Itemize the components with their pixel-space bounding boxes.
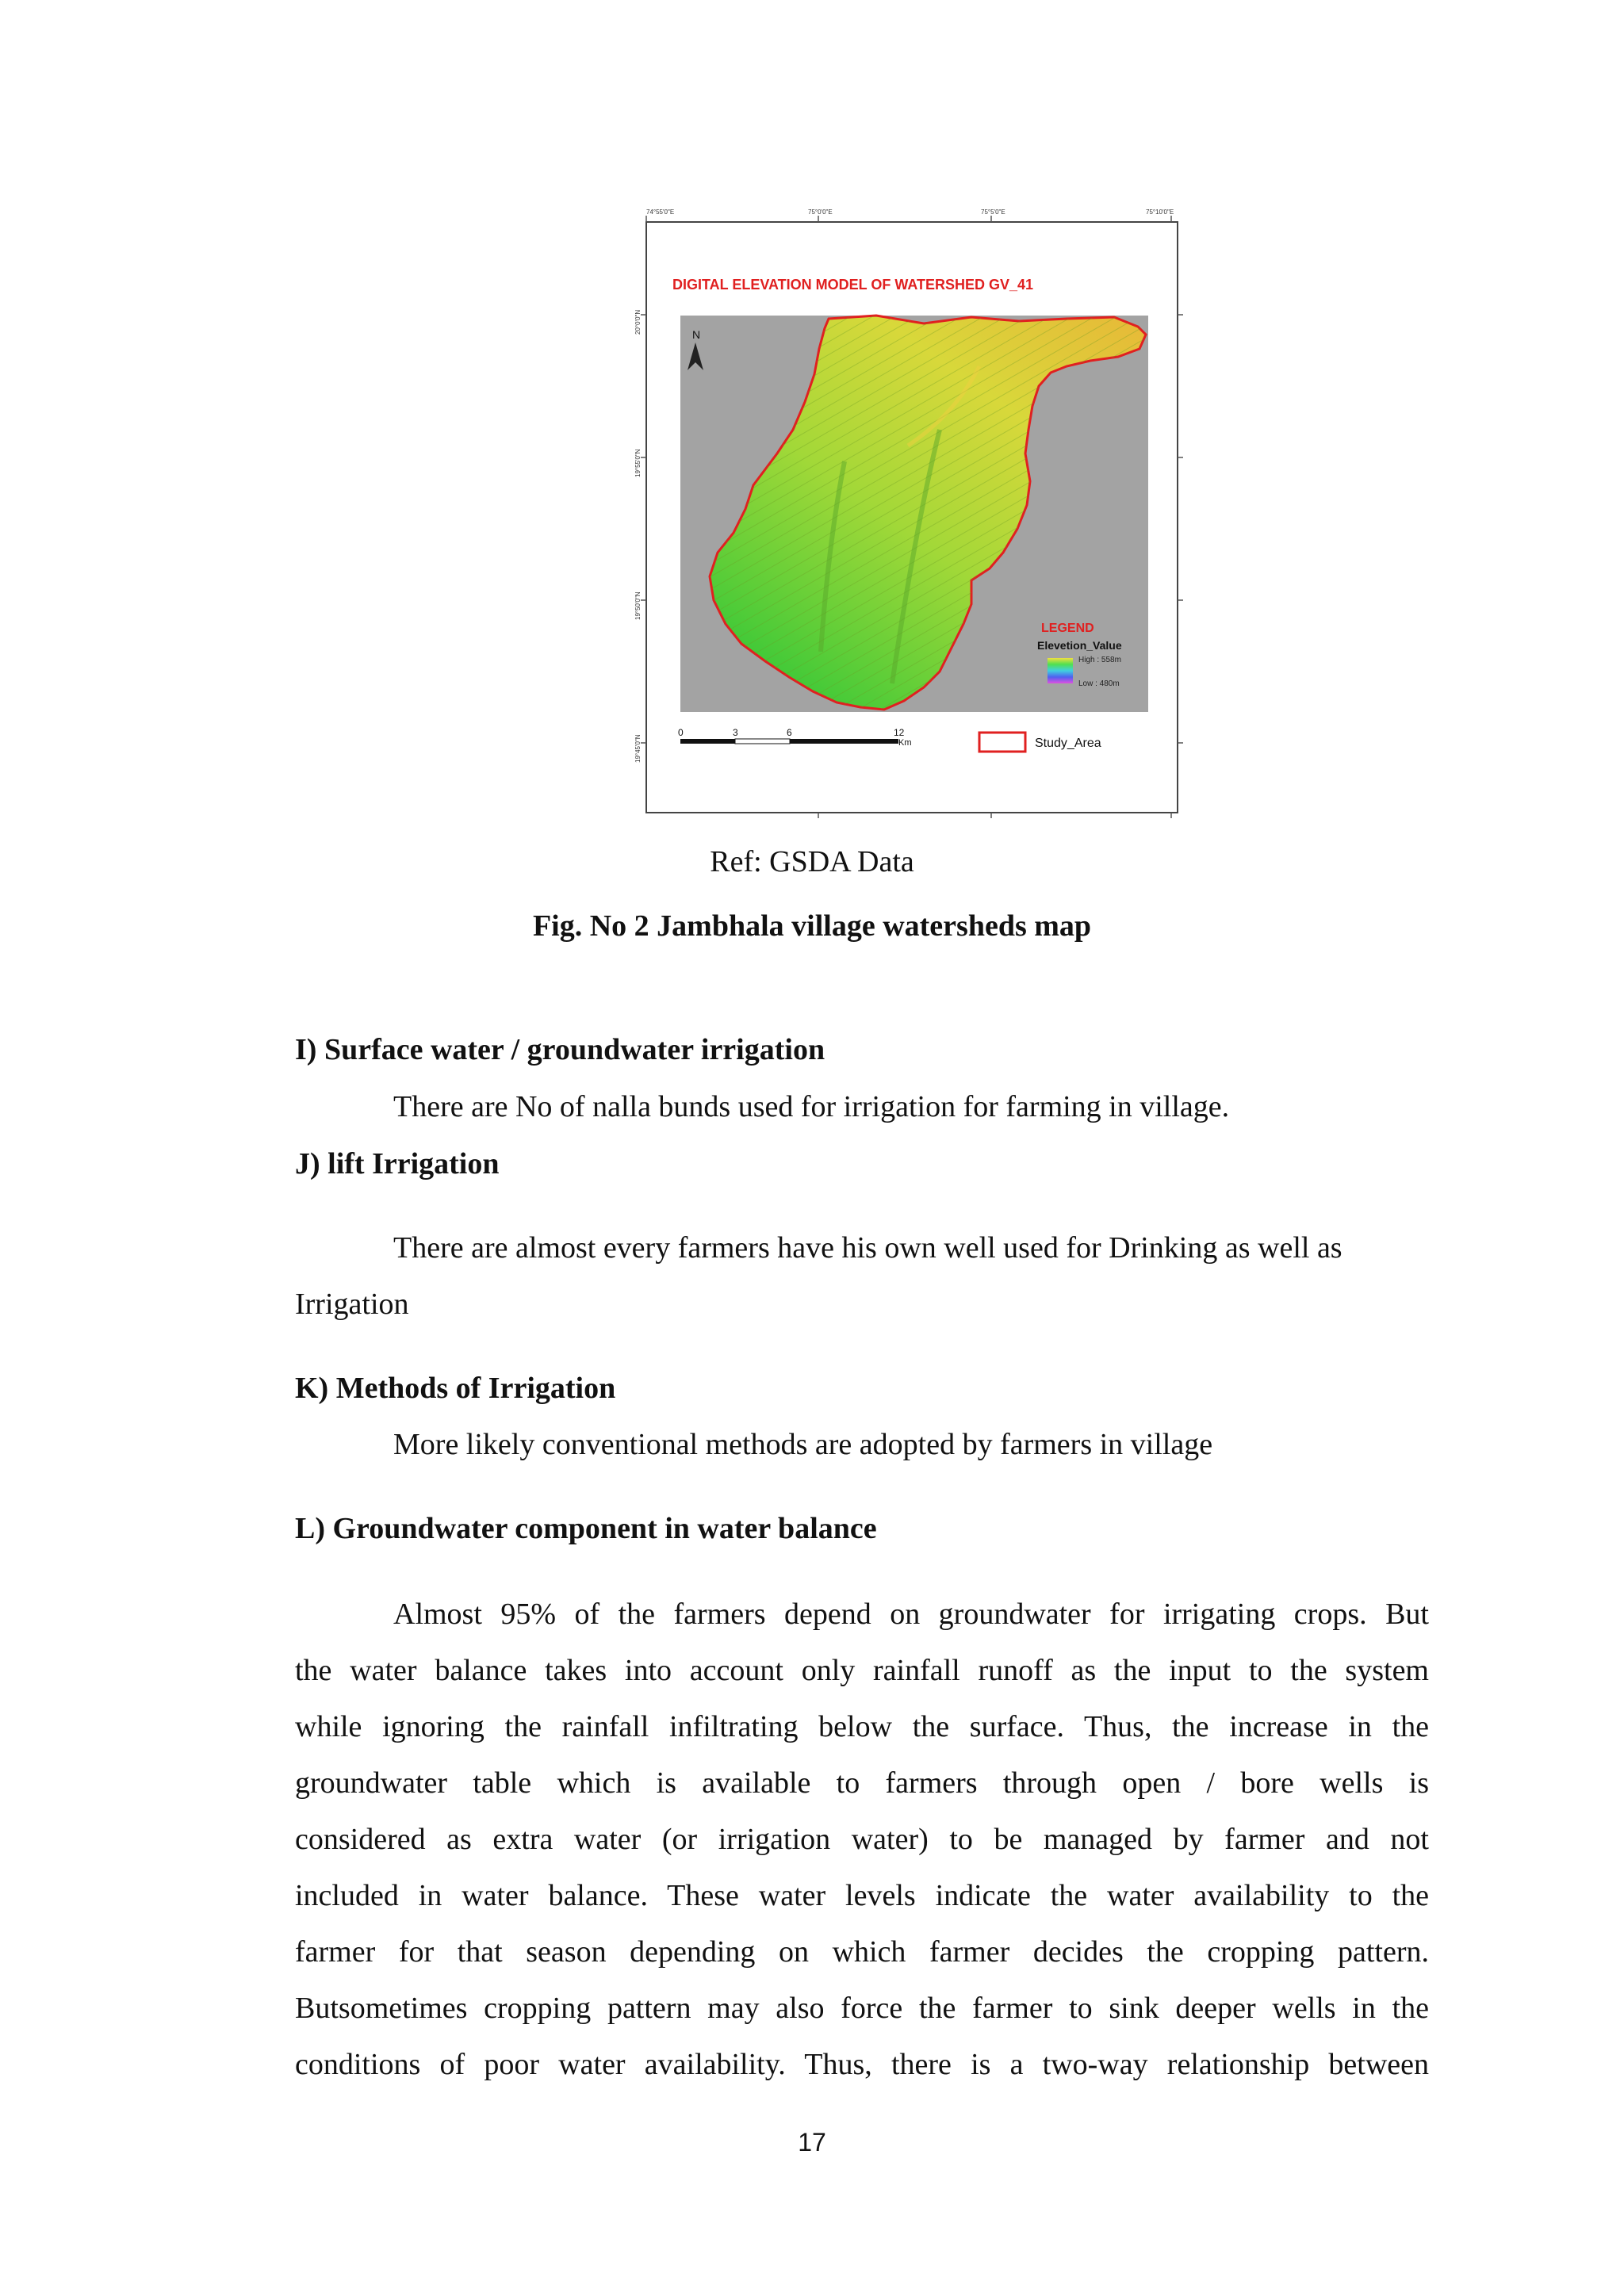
paragraph-groundwater-component	[295, 1586, 1429, 2093]
legend-color-ramp	[1048, 658, 1073, 683]
paragraph-line: included in water balance. These water levels indicate the water availability to the	[295, 1879, 1429, 1912]
paragraph-line: farmer for that season depending on which farmer decides the cropping pattern.	[295, 1935, 1429, 1969]
scale-label-6: 6	[787, 727, 792, 738]
map-title: DIGITAL ELEVATION MODEL OF WATERSHED GV_41	[672, 277, 1034, 293]
top-tick-label-4: 75°10'0"E	[1146, 209, 1174, 216]
scale-label-3: 3	[733, 727, 738, 738]
bottom-tick-marks	[818, 813, 1171, 818]
paragraph-line: groundwater table which is available to farmers through open / bore wells is	[295, 1766, 1429, 1800]
paragraph-line: Butsometimes cropping pattern may also force the farmer to sink deeper wells in the	[295, 1992, 1429, 2025]
paragraph-methods-of-irrigation: More likely conventional methods are adopted by farmers in village	[393, 1428, 1213, 1461]
north-label: N	[692, 328, 701, 341]
top-tick-label-1: 74°55'0"E	[646, 209, 675, 216]
paragraph-lift-irrigation-line-2: Irrigation	[295, 1288, 409, 1321]
paragraph-line: the water balance takes into account only rainfall runoff as the input to the system	[295, 1654, 1429, 1687]
top-tick-label-2: 75°0'0"E	[808, 209, 833, 216]
dem-map-figure	[634, 208, 1193, 818]
heading-surface-water-irrigation: I) Surface water / groundwater irrigation	[295, 1033, 825, 1066]
heading-groundwater-component: L) Groundwater component in water balance	[295, 1512, 877, 1545]
scale-label-12: 12	[894, 727, 905, 738]
study-area-label: Study_Area	[1035, 737, 1101, 750]
paragraph-line: conditions of poor water availability. Thus, there is a two-way relationship between	[295, 2048, 1429, 2081]
legend-high: High : 558m	[1078, 656, 1121, 664]
paragraph-lift-irrigation-line-1: There are almost every farmers have his own well used for Drinking as well as	[393, 1231, 1342, 1265]
left-tick-label-3: 19°50'0"N	[634, 591, 642, 620]
paragraph-line: while ignoring the rainfall infiltrating below the surface. Thus, the increase in the	[295, 1710, 1429, 1743]
scale-bar	[680, 739, 898, 744]
left-tick-marks	[641, 315, 646, 743]
legend-subtitle: Elevetion_Value	[1037, 639, 1122, 652]
left-tick-label-1: 20°0'0"N	[634, 309, 642, 335]
figure-caption: Fig. No 2 Jambhala village watersheds map	[532, 909, 1092, 943]
top-tick-label-3: 75°5'0"E	[981, 209, 1005, 216]
left-tick-label-4: 19°45'0"N	[634, 734, 642, 763]
left-tick-label-2: 19°55'0"N	[634, 449, 642, 477]
page-number: 17	[798, 2128, 826, 2156]
scale-unit: Km	[898, 738, 912, 748]
paragraph-surface-water-irrigation: There are No of nalla bunds used for irrigation for farming in village.	[393, 1090, 1230, 1123]
paragraph-line: considered as extra water (or irrigation water) to be managed by farmer and not	[295, 1823, 1429, 1856]
legend-title: LEGEND	[1041, 622, 1094, 635]
paragraph-line: Almost 95% of the farmers depend on groundwater for irrigating crops. But	[393, 1598, 1429, 1631]
figure-reference: Ref: GSDA Data	[710, 845, 914, 878]
legend-low: Low : 480m	[1078, 679, 1120, 688]
right-tick-marks	[1178, 315, 1183, 743]
heading-lift-irrigation: J) lift Irrigation	[295, 1147, 500, 1181]
scale-label-0: 0	[678, 727, 684, 738]
heading-methods-of-irrigation: K) Methods of Irrigation	[295, 1372, 616, 1405]
top-tick-marks	[646, 216, 1171, 222]
